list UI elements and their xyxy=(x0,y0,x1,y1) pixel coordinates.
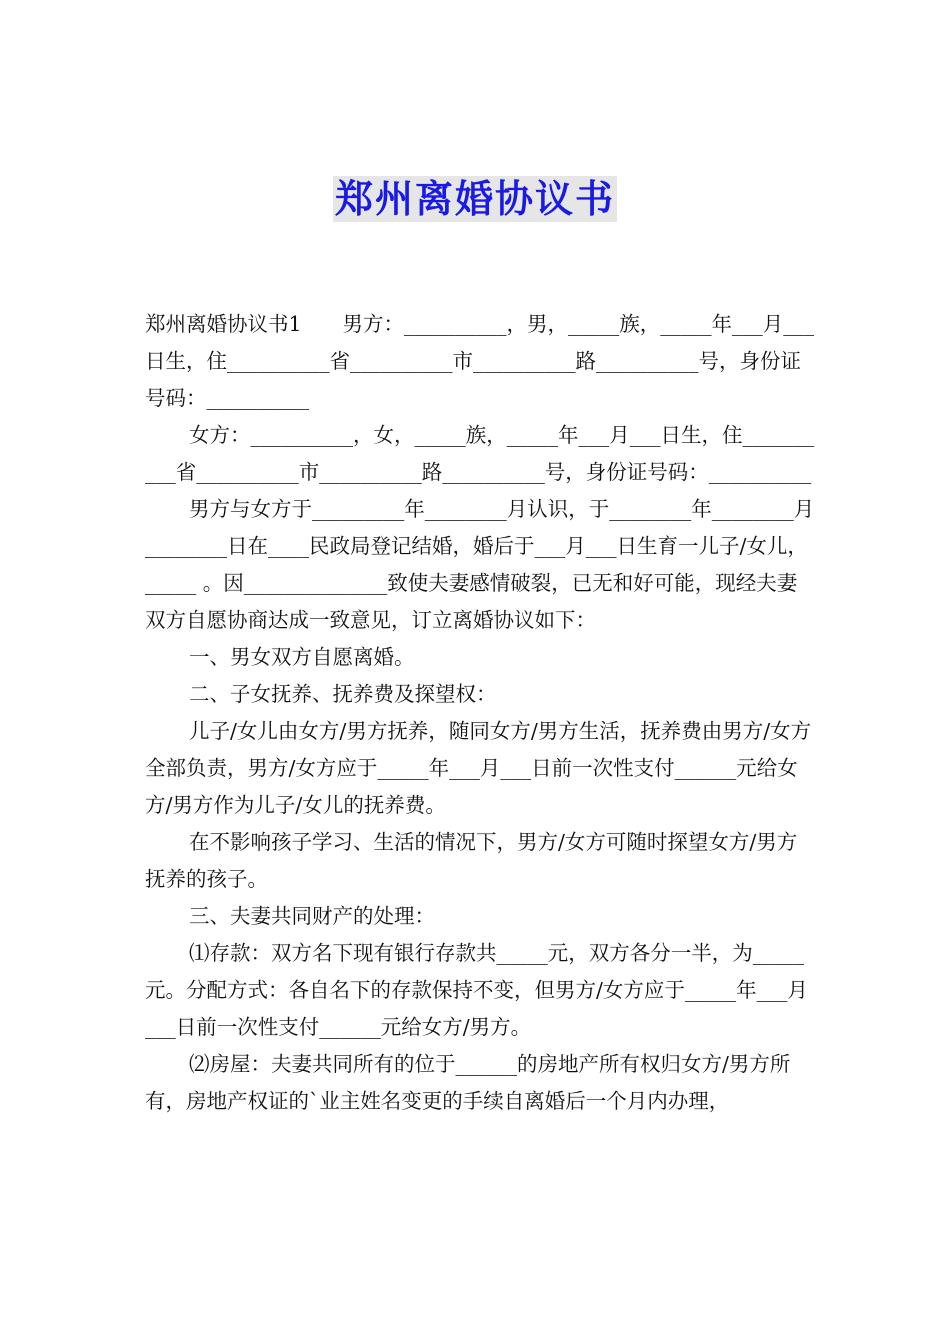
paragraph-clause-three-heading: 三、夫妻共同财产的处理： xyxy=(189,904,435,928)
paragraph-clause-one: 一、男女双方自愿离婚。 xyxy=(189,645,415,669)
paragraph-male-party: 郑州离婚协议书1 男方：__________，男，_____族，_____年___月___日生，住__________省__________市__________路__________号，身份证号码：__________ xyxy=(145,312,815,410)
title-container xyxy=(0,176,950,222)
paragraph-clause-two-heading: 二、子女抚养、抚养费及探望权： xyxy=(189,682,497,706)
document-body xyxy=(145,306,817,1120)
paragraph-child-custody: 儿子/女儿由女方/男方抚养，随同女方/男方生活，抚养费由男方/女方全部负责，男方/女方应于_____年___月___日前一次性支付______元给女方/男方作为儿子/女儿的抚养费。 xyxy=(145,719,812,817)
paragraph-marriage-background: 男方与女方于_________年________月认识，于________年________月________日在____民政局登记结婚，婚后于___月___日生育一儿子/女儿，_____ 。因______________致使夫妻感情破裂，已无和好可能，现经夫妻双方自愿协商达成一致意见，订立离婚协议如下： xyxy=(145,497,815,632)
paragraph-savings: ⑴存款：双方名下现有银行存款共_____元，双方各分一半，为_____元。分配方式：各自名下的存款保持不变，但男方/女方应于_____年___月___日前一次性支付______元给女方/男方。 xyxy=(145,941,808,1039)
paragraph-visitation: 在不影响孩子学习、生活的情况下，男方/女方可随时探望女方/男方抚养的孩子。 xyxy=(145,830,798,891)
document-title: 郑州离婚协议书 xyxy=(334,177,615,221)
paragraph-housing: ⑵房屋：夫妻共同所有的位于______的房地产所有权归女方/男方所有，房地产权证的`业主姓名变更的手续自离婚后一个月内办理， xyxy=(145,1052,791,1113)
paragraph-female-party: 女方：__________，女，_____族，_____年___月___日生，住__________省__________市__________路__________号，身份证号码：__________ xyxy=(145,423,815,484)
